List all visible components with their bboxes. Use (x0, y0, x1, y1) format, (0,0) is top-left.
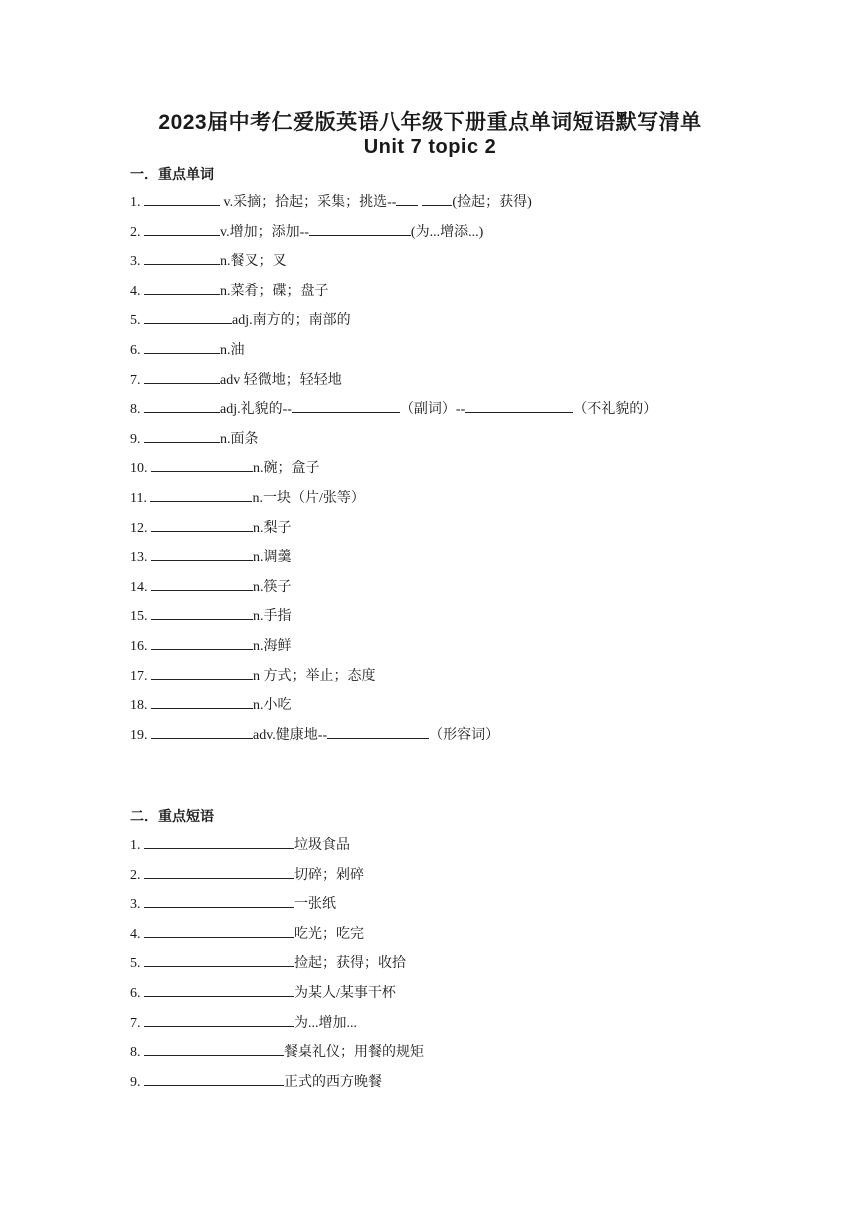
item-number: 4. (130, 283, 141, 299)
item-text: n.餐叉；叉 (220, 254, 287, 270)
word-item (130, 635, 657, 665)
word-item (130, 280, 657, 310)
item-number: 18. (130, 698, 148, 714)
answer-blank[interactable] (151, 694, 253, 709)
item-text: 一张纸 (294, 897, 336, 913)
answer-blank[interactable] (309, 221, 411, 236)
item-text: n.筷子 (253, 579, 292, 595)
item-number: 7. (130, 1015, 141, 1031)
item-number: 4. (130, 926, 141, 942)
item-number: 5. (130, 313, 141, 329)
item-number: 2. (130, 867, 141, 883)
item-text: n.小吃 (253, 698, 292, 714)
answer-blank[interactable] (144, 923, 294, 938)
answer-blank[interactable] (144, 1041, 284, 1056)
word-item (130, 339, 657, 369)
word-item (130, 694, 657, 724)
item-text: (为...增添...) (410, 224, 484, 240)
word-item (130, 309, 657, 339)
phrase-item (130, 1041, 424, 1071)
answer-blank[interactable] (151, 605, 253, 620)
item-text: n.一块（片/张等） (252, 490, 365, 506)
item-number: 6. (130, 985, 141, 1001)
answer-blank[interactable] (144, 893, 294, 908)
answer-blank[interactable] (327, 724, 429, 739)
answer-blank[interactable] (151, 635, 253, 650)
item-text: （副词）-- (399, 402, 466, 418)
item-text: 吃光；吃完 (294, 926, 364, 942)
item-number: 8. (130, 402, 141, 418)
item-text: n.油 (220, 342, 245, 358)
item-text: n.调羹 (253, 550, 292, 566)
phrase-item (130, 834, 424, 864)
item-text: n.海鲜 (253, 638, 292, 654)
item-text: 为...增加... (294, 1015, 357, 1031)
item-number: 8. (130, 1045, 141, 1061)
section-heading-words: 一．重点单词 (130, 166, 214, 182)
word-item (130, 428, 657, 458)
answer-blank[interactable] (144, 339, 220, 354)
item-number: 13. (130, 550, 148, 566)
item-number: 17. (130, 668, 148, 684)
item-text: (捡起；获得) (452, 195, 532, 210)
answer-blank[interactable] (396, 191, 418, 206)
phrase-item (130, 1071, 424, 1101)
answer-blank[interactable] (151, 576, 253, 591)
answer-blank[interactable] (151, 546, 253, 561)
item-text: （形容词） (429, 727, 500, 743)
item-number: 11. (130, 490, 147, 506)
answer-blank[interactable] (151, 457, 253, 472)
word-item (130, 250, 657, 280)
item-number: 1. (130, 195, 141, 210)
answer-blank[interactable] (144, 864, 294, 879)
item-text: v.增加；添加-- (220, 224, 309, 240)
answer-blank[interactable] (151, 517, 253, 532)
item-text: n.手指 (253, 609, 292, 625)
word-item (130, 665, 657, 695)
item-number: 3. (130, 897, 141, 913)
answer-blank[interactable] (144, 309, 232, 324)
item-number: 9. (130, 1074, 141, 1090)
item-number: 10. (130, 461, 148, 477)
word-item (130, 546, 657, 576)
word-item (130, 398, 657, 428)
item-text: 切碎；剁碎 (294, 867, 364, 883)
item-number: 3. (130, 254, 141, 270)
answer-blank[interactable] (151, 665, 253, 680)
answer-blank[interactable] (144, 1071, 284, 1086)
item-text: adv.健康地-- (253, 727, 328, 743)
word-item (130, 487, 657, 517)
phrase-item (130, 893, 424, 923)
item-number: 16. (130, 638, 148, 654)
phrase-list (130, 834, 424, 1100)
item-text: adj.南方的；南部的 (232, 313, 351, 329)
item-text: adj.礼貌的-- (220, 402, 292, 418)
document-title: 2023届中考仁爱版英语八年级下册重点单词短语默写清单 (158, 111, 702, 134)
item-text: n 方式；举止；态度 (253, 668, 376, 684)
item-number: 7. (130, 372, 141, 388)
word-item (130, 576, 657, 606)
item-number: 15. (130, 609, 148, 625)
item-text: n.碗；盒子 (253, 461, 320, 477)
section-heading-phrases: 二．重点短语 (130, 808, 214, 824)
item-number: 14. (130, 579, 148, 595)
answer-blank[interactable] (144, 834, 294, 849)
item-text: （不礼貌的） (573, 402, 658, 418)
item-text: 正式的西方晚餐 (284, 1074, 382, 1090)
phrase-item (130, 864, 424, 894)
item-text: n.菜肴；碟；盘子 (220, 283, 329, 299)
word-item (130, 605, 657, 635)
answer-blank[interactable] (144, 221, 220, 236)
item-number: 12. (130, 520, 148, 536)
item-number: 6. (130, 342, 141, 358)
item-number: 19. (130, 727, 148, 743)
answer-blank[interactable] (422, 191, 452, 206)
word-item (130, 517, 657, 547)
answer-blank[interactable] (292, 398, 400, 413)
answer-blank[interactable] (144, 250, 220, 265)
answer-blank[interactable] (144, 369, 220, 384)
phrase-item (130, 982, 424, 1012)
item-text: n.面条 (220, 431, 259, 447)
phrase-item (130, 1012, 424, 1042)
answer-blank[interactable] (144, 1012, 294, 1027)
item-text: 餐桌礼仪；用餐的规矩 (284, 1045, 424, 1061)
answer-blank[interactable] (144, 398, 220, 413)
word-item (130, 369, 657, 399)
word-item (130, 457, 657, 487)
answer-blank[interactable] (465, 398, 573, 413)
item-text: v.采摘；拾起；采集；挑选-- (223, 195, 397, 210)
word-item (130, 724, 657, 754)
word-list (130, 191, 657, 753)
item-text: 为某人/某事干杯 (294, 985, 396, 1001)
item-number: 9. (130, 431, 141, 447)
word-item (130, 221, 657, 251)
answer-blank[interactable] (151, 724, 253, 739)
phrase-item (130, 952, 424, 982)
item-number: 1. (130, 838, 141, 853)
answer-blank[interactable] (144, 952, 294, 967)
word-item (130, 191, 657, 221)
item-text: n.梨子 (253, 520, 292, 536)
document-subtitle: Unit 7 topic 2 (363, 136, 497, 158)
answer-blank[interactable] (144, 428, 220, 443)
answer-blank[interactable] (144, 280, 220, 295)
answer-blank[interactable] (150, 487, 252, 502)
item-text: 捡起；获得；收拾 (294, 956, 406, 972)
item-text: adv 轻微地；轻轻地 (220, 372, 342, 388)
answer-blank[interactable] (144, 982, 294, 997)
item-number: 2. (130, 224, 141, 240)
phrase-item (130, 923, 424, 953)
answer-blank[interactable] (144, 191, 220, 206)
item-number: 5. (130, 956, 141, 972)
item-text: 垃圾食品 (294, 838, 350, 853)
